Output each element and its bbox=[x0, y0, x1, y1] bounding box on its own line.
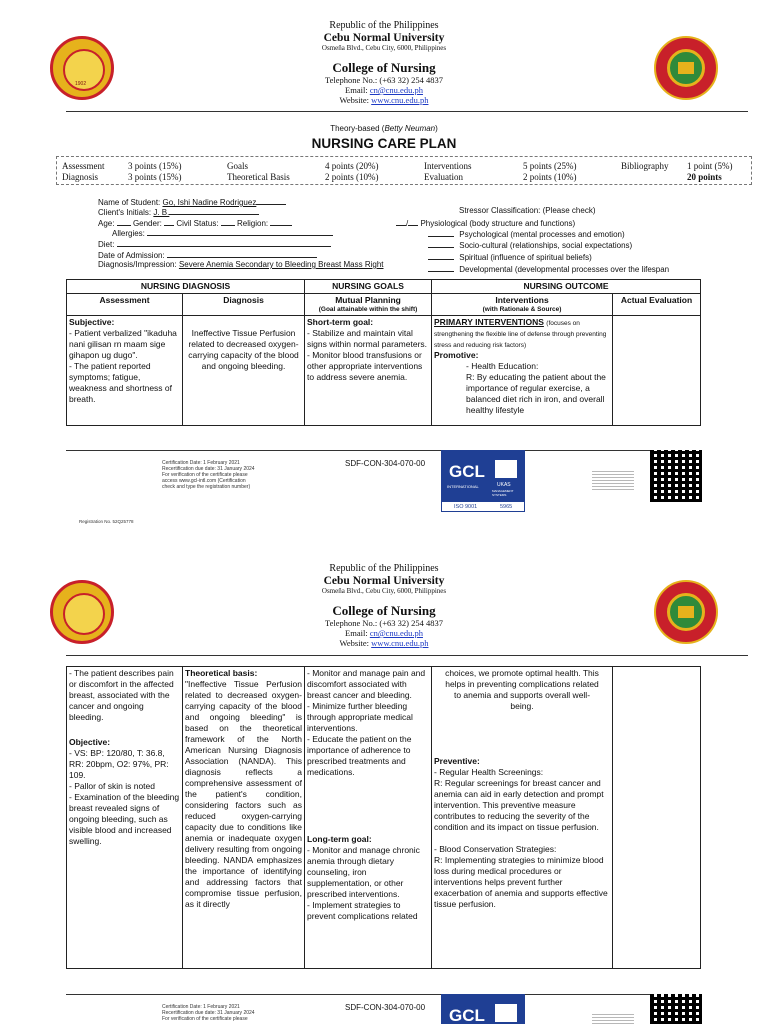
assessment-cell-page2 bbox=[67, 667, 183, 969]
preventive-label: Preventive: bbox=[434, 756, 480, 766]
assessment-cell bbox=[67, 316, 183, 426]
pts-evaluation-label: Evaluation bbox=[424, 172, 463, 182]
pts-assessment-value: 3 points (15%) bbox=[128, 161, 182, 171]
goals-cell bbox=[305, 316, 432, 426]
care-plan-table-page1 bbox=[66, 279, 701, 426]
pts-assessment-label: Assessment bbox=[62, 161, 105, 171]
demographics-row: Age: Gender: Civil Status: Religion: bbox=[98, 217, 292, 229]
stressor-physiological[interactable]: / Physiological (body structure and functions) bbox=[396, 217, 575, 229]
primary-interventions-note: (focuses on strengthening the flexible line of defense through preventing stress and reducing risk factors) bbox=[434, 320, 607, 349]
theory-based-line: Theory-based (Betty Neuman) bbox=[330, 124, 438, 133]
telephone-text: Telephone No.: (+63 32) 254 4837 bbox=[325, 75, 443, 85]
ukas-crown-icon bbox=[495, 1004, 517, 1022]
website-label: Website: bbox=[339, 95, 370, 105]
document-code-page2: SDF-CON-304-070-00 bbox=[345, 1003, 426, 1012]
pts-goals-value: 4 points (20%) bbox=[325, 161, 379, 171]
university-name: Cebu Normal University bbox=[323, 32, 445, 44]
interventions-cell bbox=[432, 316, 613, 426]
theoretical-basis-text: "Ineffective Tissue Perfusion related to decreased oxygen-carrying capacity of the blood and ongoing bleeding" is based on the theoretical framework of the North American Nursing Diagnosis Association (NANDA). This diagnosis reflects a comprehensive assessment of the patient's condition, considering factors such as reduced oxygen-carrying capacity due to conditions like anemia or inadequate oxygen delivery resulting from ongoing bleeding. NANDA emphasizes the importance of identifying and addressing factors that compromise tissue perfusion, as it directly bbox=[185, 679, 302, 909]
nursing-diagnosis-header: NURSING DIAGNOSIS bbox=[67, 280, 305, 294]
health-education-item: - Health Education: bbox=[466, 361, 539, 371]
table-group-header-row bbox=[67, 280, 701, 294]
blood-conservation-rationale: R: Implementing strategies to minimize blood loss during medical procedures or interventions helps prevent further exacerbation of anemia and supports effective tissue perfusion. bbox=[434, 855, 608, 909]
diagnosis-cell: Ineffective Tissue Perfusion related to decreased oxygen-carrying capacity of the blood and ongoing bleeding. bbox=[183, 316, 305, 426]
pts-interventions-value: 5 points (25%) bbox=[523, 161, 577, 171]
mutual-planning-col-header: Mutual Planning (Goal attainable within the shift) bbox=[305, 294, 432, 316]
nursing-goals-header: NURSING GOALS bbox=[305, 280, 432, 294]
nursing-outcome-header: NURSING OUTCOME bbox=[432, 280, 701, 294]
pts-theoretical-label: Theoretical Basis bbox=[227, 172, 290, 182]
long-term-goal-text: - Monitor and manage chronic anemia through dietary counseling, iron supplementation, or other prescribed interventions. - Implement strategies to prevent complications related bbox=[307, 845, 420, 921]
evaluation-cell bbox=[613, 316, 701, 426]
goals-cell-page2 bbox=[305, 667, 432, 969]
header-divider bbox=[66, 111, 748, 112]
subjective-text: - Patient verbalized "ikaduha nani gilisan rn maam sige gihapon ug dugo". - The patient reported symptoms; fatigue, weakness and shortness of breath. bbox=[69, 328, 177, 404]
care-plan-table-page2 bbox=[66, 666, 701, 969]
header-divider-page2 bbox=[66, 655, 748, 656]
student-name-value: Go, Ishi Nadine Rodriguez bbox=[162, 198, 257, 207]
subjective-label: Subjective: bbox=[69, 317, 115, 327]
pts-diagnosis-label: Diagnosis bbox=[62, 172, 98, 182]
stressor-title: Stressor Classification: (Please check) bbox=[459, 206, 596, 215]
ukas-crown-icon bbox=[495, 460, 517, 478]
republic-text: Republic of the Philippines bbox=[329, 20, 439, 31]
blurred-seal-image bbox=[592, 470, 634, 490]
email-link[interactable]: cn@cnu.edu.ph bbox=[369, 85, 423, 95]
table-column-header-row bbox=[67, 294, 701, 316]
objective-label: Objective: bbox=[69, 737, 111, 747]
primary-interventions-label: PRIMARY INTERVENTIONS bbox=[434, 317, 544, 327]
promotive-label: Promotive: bbox=[434, 350, 479, 360]
health-education-rationale: R: By educating the patient about the importance of regular exercise, a balanced diet rich in iron, and overall healthy lifestyle bbox=[466, 372, 606, 415]
email-label: Email: bbox=[345, 85, 368, 95]
stressor-check-mark: / bbox=[406, 219, 409, 228]
evaluation-cell-page2 bbox=[613, 667, 701, 969]
admission-row: Date of Admission: bbox=[98, 249, 317, 261]
pts-theoretical-value: 2 points (10%) bbox=[325, 172, 379, 182]
pts-bibliography-label: Bibliography bbox=[621, 161, 669, 171]
college-name: College of Nursing bbox=[332, 60, 436, 75]
client-initials-row: Client's Initials: J. B. bbox=[98, 206, 259, 218]
stressor-psychological[interactable]: Psychological (mental processes and emotion) bbox=[428, 228, 625, 240]
grading-points-box bbox=[56, 156, 752, 185]
student-name-row: Name of Student: Go, Ishi Nadine Rodriguez bbox=[98, 196, 286, 208]
objective-text: - VS: BP: 120/80, T: 36.8, RR: 20bpm, O2: 97%, PR: 109. - Pallor of skin is noted - Examination of the bleeding breast revealed signs of ongoing bleeding, such as visible blood and increased swelling. bbox=[69, 748, 180, 846]
pts-diagnosis-value: 3 points (15%) bbox=[128, 172, 182, 182]
table-row bbox=[67, 667, 701, 969]
stressor-developmental[interactable]: Developmental (developmental processes over the lifespan bbox=[428, 263, 669, 275]
gcl-logo-text: GCL bbox=[449, 462, 485, 481]
regular-screenings-rationale: R: Regular screenings for breast cancer and anemia can aid in early detection and prompt intervention. This preventive measure contributes to reducing the severity of the condition and its impact on tissue perfusion. bbox=[434, 778, 604, 832]
short-term-goal-text: - Stabilize and maintain vital signs within normal parameters. - Monitor blood transfusions or other appropriate interventions to address severe anemia. bbox=[307, 328, 428, 382]
table-row bbox=[67, 316, 701, 426]
diagnosis-impression-row: Diagnosis/Impression: Severe Anemia Secondary to Bleeding Breast Mass Right bbox=[98, 260, 384, 269]
website-link[interactable]: www.cnu.edu.ph bbox=[371, 95, 429, 105]
qr-code-page2[interactable] bbox=[650, 994, 702, 1024]
left-seal-year: 1902 bbox=[75, 81, 87, 87]
short-term-goal-label: Short-term goal: bbox=[307, 317, 374, 327]
client-initials-value: J. B. bbox=[153, 208, 170, 217]
interventions-continued-text: choices, we promote optimal health. This helps in preventing complications related to anemia and supports overall well-being. bbox=[445, 668, 599, 711]
regular-screenings-item: - Regular Health Screenings: bbox=[434, 767, 544, 777]
pts-goals-label: Goals bbox=[227, 161, 248, 171]
pts-total: 20 points bbox=[687, 172, 722, 182]
page2-letterhead: Republic of the Philippines Cebu Normal University Osmeña Blvd., Cebu City, 6000, Philippines College of Nursing Telephone No.: (+63 32) 254 4837 Email: cn@cnu.edu.ph Website: www.cnu.edu.ph bbox=[321, 563, 447, 648]
email-link-page2[interactable]: cn@cnu.edu.ph bbox=[369, 628, 423, 638]
pts-interventions-label: Interventions bbox=[424, 161, 472, 171]
gcl-iso-badge-page2: GCL bbox=[441, 994, 525, 1024]
pts-bibliography-value: 1 point (5%) bbox=[687, 161, 733, 171]
diet-row: Diet: bbox=[98, 238, 331, 250]
stressor-spiritual[interactable]: Spiritual (influence of spiritual beliefs) bbox=[428, 251, 592, 263]
university-address: Osmeña Blvd., Cebu City, 6000, Philippines bbox=[321, 44, 447, 52]
theoretical-basis-label: Theoretical basis: bbox=[185, 668, 258, 678]
pts-evaluation-value: 2 points (10%) bbox=[523, 172, 577, 182]
theory-name: Betty Neuman bbox=[384, 124, 436, 133]
footer-divider-page2 bbox=[66, 994, 700, 995]
page-title: NURSING CARE PLAN bbox=[311, 136, 457, 151]
allergies-row: Allergies: bbox=[112, 227, 333, 239]
stressor-sociocultural[interactable]: Socio-cultural (relationships, social expectations) bbox=[428, 239, 632, 251]
footer-divider bbox=[66, 450, 700, 451]
theoretical-basis-cell bbox=[183, 667, 305, 969]
interventions-cell-page2 bbox=[432, 667, 613, 969]
qr-code[interactable] bbox=[650, 450, 702, 502]
blood-conservation-item: - Blood Conservation Strategies: bbox=[434, 844, 557, 854]
assessment-continued-text: - The patient describes pain or discomfort in the affected breast, associated with the cancer and ongoing bleeding. bbox=[69, 668, 174, 722]
website-link-page2[interactable]: www.cnu.edu.ph bbox=[371, 638, 429, 648]
gcl-iso-badge: GCL INTERNATIONAL UKAS MANAGEMENT SYSTEMS ISO 9001 5965 bbox=[441, 450, 525, 512]
registration-number: Registration No. 52Q25778 bbox=[79, 519, 134, 524]
actual-evaluation-col-header: Actual Evaluation bbox=[613, 294, 701, 316]
long-term-goal-label: Long-term goal: bbox=[307, 834, 372, 844]
certification-block: Certification Date: 1 February 2021 Recertification due date: 31 January 2024 For verification of the certificate please access www.gcl-intl.com (Certification check and type the registration number) bbox=[162, 460, 255, 490]
certification-block-page2: Certification Date: 1 February 2021 Recertification due date: 31 January 2024 For verification of the certificate please bbox=[162, 1004, 255, 1022]
short-term-goals-continued: - Monitor and manage pain and discomfort associated with breast cancer and bleeding. - Minimize further bleeding through appropriate medical interventions. - Educate the patient on the importance of adherence to prescribed treatments and medications. bbox=[307, 668, 426, 777]
interventions-col-header: Interventions (with Rationale & Source) bbox=[432, 294, 613, 316]
diagnosis-col-header: Diagnosis bbox=[183, 294, 305, 316]
page1-letterhead bbox=[0, 20, 768, 105]
document-code: SDF-CON-304-070-00 bbox=[345, 459, 426, 468]
blurred-seal-image-page2 bbox=[592, 1012, 634, 1024]
assessment-col-header: Assessment bbox=[67, 294, 183, 316]
diagnosis-impression-value: Severe Anemia Secondary to Bleeding Breast Mass Right bbox=[178, 260, 384, 269]
